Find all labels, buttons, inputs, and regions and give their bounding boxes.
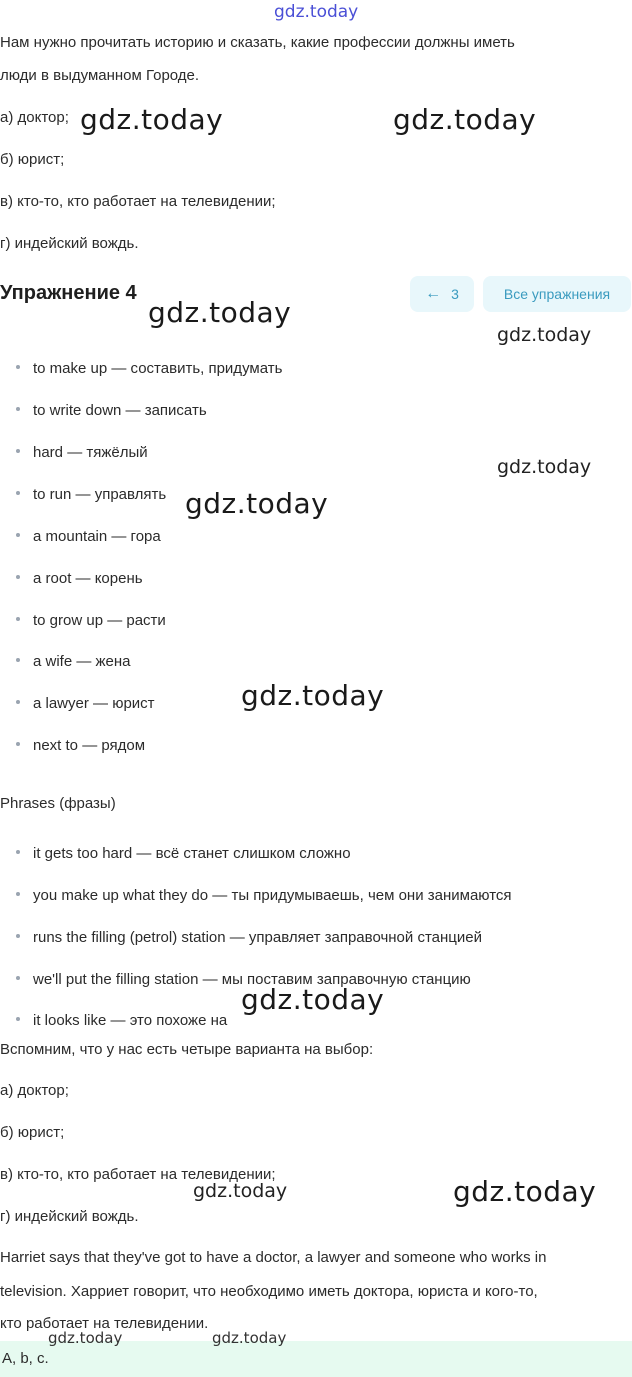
bullet-icon [16,850,20,854]
explanation-line3: кто работает на телевидении. [0,1315,209,1332]
explanation-line2: television. Харриет говорит, что необходимо иметь доктора, юриста и кого-то, [0,1283,538,1300]
watermark: gdz.today [241,983,385,1016]
list-item: a mountain — гора [16,528,161,545]
list-item: a wife — жена [16,653,131,670]
arrow-left-icon: ← [425,285,442,302]
bullet-icon [16,617,20,621]
watermark: gdz.today [185,487,329,520]
list-item: you make up what they do — ты придумываешь, чем они занимаются [16,887,512,904]
list-item: it gets too hard — всё станет слишком сложно [16,845,351,862]
recall-text: Вспомним, что у нас есть четыре варианта на выбор: [0,1041,374,1058]
watermark: gdz.today [48,1329,123,1347]
bullet-icon [16,1017,20,1021]
intro-option-a: а) доктор; [0,109,69,126]
all-exercises-label: Все упражнения [503,286,611,302]
intro-option-b: б) юрист; [0,151,65,168]
watermark: gdz.today [497,324,592,346]
watermark: gdz.today [241,679,385,712]
list-item: runs the filling (petrol) station — управляет заправочной станцией [16,929,482,946]
list-item: a root — корень [16,570,143,587]
watermark: gdz.today [393,103,537,136]
answer-text: A, b, c. [2,1350,49,1367]
intro-text-line2: люди в выдуманном Городе. [0,67,200,84]
bullet-icon [16,533,20,537]
bullet-icon [16,976,20,980]
bullet-icon [16,491,20,495]
watermark: gdz.today [212,1329,287,1347]
recall-option-d: г) индейский вождь. [0,1208,139,1225]
watermark: gdz.today [453,1175,597,1208]
recall-option-a: а) доктор; [0,1082,69,1099]
prev-exercise-button[interactable] [410,276,474,312]
list-item: next to — рядом [16,737,145,754]
bullet-icon [16,365,20,369]
recall-option-b: б) юрист; [0,1124,65,1141]
bullet-icon [16,934,20,938]
bullet-icon [16,449,20,453]
bullet-icon [16,658,20,662]
intro-option-c: в) кто-то, кто работает на телевидении; [0,193,276,210]
list-item: it looks like — это похоже на [16,1012,227,1029]
prev-exercise-label: 3 [451,286,459,302]
watermark: gdz.today [193,1180,288,1202]
bullet-icon [16,575,20,579]
list-item: to grow up — расти [16,612,166,629]
list-item: we'll put the filling station — мы поставим заправочную станцию [16,971,471,988]
intro-option-d: г) индейский вождь. [0,235,139,252]
list-item: to run — управлять [16,486,166,503]
bullet-icon [16,892,20,896]
exercise-title: Упражнение 4 [0,282,137,304]
list-item: a lawyer — юрист [16,695,155,712]
explanation-line1: Harriet says that they've got to have a doctor, a lawyer and someone who works in [0,1249,547,1266]
watermark: gdz.today [497,456,592,478]
bullet-icon [16,742,20,746]
list-item: hard — тяжёлый [16,444,148,461]
watermark: gdz.today [80,103,224,136]
list-item: to write down — записать [16,402,207,419]
all-exercises-button[interactable] [483,276,631,312]
bullet-icon [16,700,20,704]
bullet-icon [16,407,20,411]
recall-option-c: в) кто-то, кто работает на телевидении; [0,1166,276,1183]
watermark-top: gdz.today [274,2,359,22]
intro-text-line1: Нам нужно прочитать историю и сказать, какие профессии должны иметь [0,34,515,51]
phrases-heading: Phrases (фразы) [0,795,116,812]
watermark: gdz.today [148,296,292,329]
list-item: to make up — составить, придумать [16,360,282,377]
